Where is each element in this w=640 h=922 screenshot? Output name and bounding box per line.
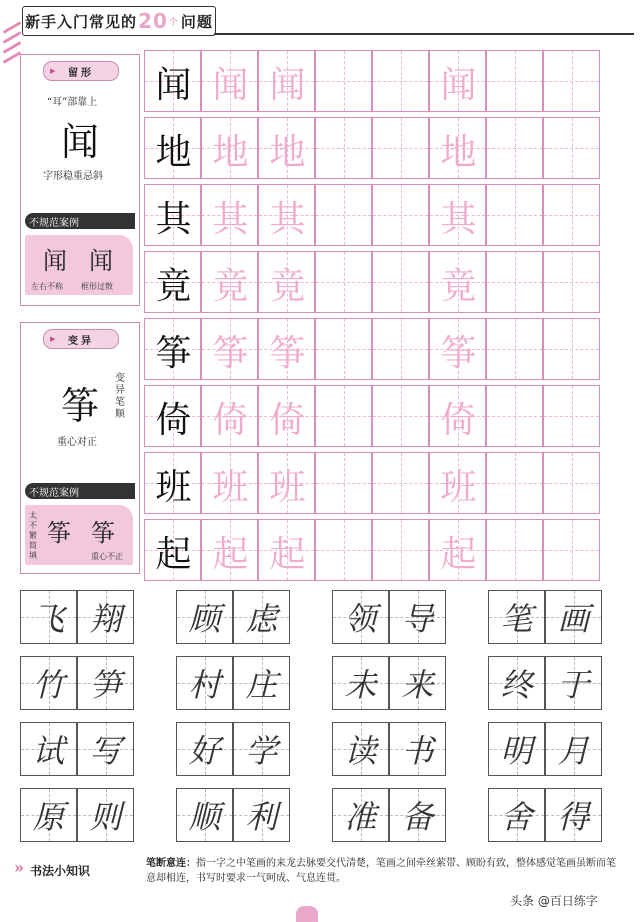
word-char: 庄 <box>245 666 278 704</box>
trace-char: 闻 <box>212 64 249 106</box>
word-char: 村 <box>188 666 221 704</box>
blank-cell <box>372 519 429 581</box>
word-char: 翔 <box>89 600 122 638</box>
word-char: 则 <box>89 798 122 836</box>
word-char: 好 <box>188 732 221 770</box>
word-char: 利 <box>245 798 278 836</box>
word-char: 学 <box>245 732 278 770</box>
word-pair <box>488 722 602 776</box>
trace-char: 筝 <box>212 332 249 374</box>
word-pair <box>488 656 602 710</box>
word-pair <box>488 590 602 644</box>
panel-note-top: “耳”部靠上 <box>47 97 98 108</box>
word-char: 书 <box>401 732 434 770</box>
page-header <box>0 0 640 40</box>
word-pair <box>332 656 446 710</box>
bad-example-note: 太不繁简填 <box>29 511 37 560</box>
blank-cell <box>543 519 600 581</box>
trace-cell <box>429 452 486 514</box>
blank-cell <box>486 184 543 246</box>
blank-cell <box>315 50 372 112</box>
trace-cell <box>429 318 486 380</box>
trace-char: 地 <box>212 131 249 173</box>
word-char: 舍 <box>500 798 533 836</box>
word-char: 竹 <box>32 666 65 704</box>
title-sub: 个 <box>168 17 179 28</box>
bad-example-box <box>25 505 133 565</box>
practice-row <box>144 519 600 581</box>
trace-cell <box>201 117 258 179</box>
trace-cell <box>201 184 258 246</box>
word-char: 未 <box>344 666 377 704</box>
watermark: 头条 @百日练字 <box>510 894 598 908</box>
blank-cell <box>372 251 429 313</box>
model-cell <box>144 251 201 313</box>
word-pair <box>20 590 134 644</box>
blank-cell <box>543 251 600 313</box>
trace-char: 倚 <box>212 399 249 441</box>
word-char: 飞 <box>32 600 65 638</box>
bad-example-label: 不规范案例 <box>25 213 135 229</box>
word-char: 明 <box>500 732 533 770</box>
blank-cell <box>372 318 429 380</box>
trace-char: 筝 <box>440 332 477 374</box>
title-number: 20 <box>138 9 168 33</box>
trace-char: 闻 <box>440 64 477 106</box>
word-char: 读 <box>344 732 377 770</box>
title-pre: 新手入门常见的 <box>25 12 138 31</box>
header-rule <box>214 33 634 35</box>
tip-text <box>146 856 616 886</box>
model-char: 竟 <box>155 265 192 307</box>
model-char: 地 <box>155 131 192 173</box>
trace-cell <box>201 251 258 313</box>
panel-tag: ▶ 留形 <box>43 61 119 81</box>
trace-char: 闻 <box>269 64 306 106</box>
trace-char: 竟 <box>269 265 306 307</box>
trace-cell <box>201 50 258 112</box>
bad-example-char: 筝 <box>47 519 71 547</box>
trace-cell <box>429 50 486 112</box>
blank-cell <box>315 318 372 380</box>
word-pair <box>20 656 134 710</box>
word-char: 来 <box>401 666 434 704</box>
practice-row <box>144 385 600 447</box>
word-char: 虑 <box>245 600 278 638</box>
bad-example-char: 闻 <box>43 247 67 275</box>
word-char: 试 <box>32 732 65 770</box>
word-char: 备 <box>401 798 434 836</box>
trace-cell <box>258 117 315 179</box>
word-char: 导 <box>401 600 434 638</box>
practice-row <box>144 117 600 179</box>
trace-char: 起 <box>269 533 306 575</box>
word-char: 笋 <box>89 666 122 704</box>
model-cell <box>144 117 201 179</box>
practice-row <box>144 251 600 313</box>
word-char: 准 <box>344 798 377 836</box>
trace-cell <box>258 385 315 447</box>
model-cell <box>144 50 201 112</box>
trace-cell <box>258 251 315 313</box>
page-number-tab <box>296 906 318 922</box>
word-char: 得 <box>557 798 590 836</box>
blank-cell <box>372 117 429 179</box>
practice-row <box>144 318 600 380</box>
bad-example-char: 筝 <box>91 519 115 547</box>
blank-cell <box>372 452 429 514</box>
blank-cell <box>372 385 429 447</box>
word-char: 于 <box>557 666 590 704</box>
word-char: 原 <box>32 798 65 836</box>
trace-char: 竟 <box>440 265 477 307</box>
bad-example-note: 左右不称 <box>31 282 63 291</box>
trace-char: 地 <box>440 131 477 173</box>
model-cell <box>144 184 201 246</box>
blank-cell <box>315 184 372 246</box>
word-pair <box>332 590 446 644</box>
blank-cell <box>315 385 372 447</box>
model-cell <box>144 385 201 447</box>
tip-term: 笔断意连： <box>146 858 196 869</box>
panel-example-char: 筝 <box>61 384 100 428</box>
blank-cell <box>315 452 372 514</box>
blank-cell <box>543 117 600 179</box>
trace-char: 地 <box>269 131 306 173</box>
word-char: 终 <box>500 666 533 704</box>
panel-side-note: 变异笔顺 <box>115 373 125 420</box>
blank-cell <box>372 184 429 246</box>
tip-body: 指一字之中笔画的来龙去脉要交代清楚，笔画之间牵丝萦带、顾盼有致，整体感觉笔画虽断而笔意却相连，书写时要求一气呵成、气息连贯。 <box>146 858 616 884</box>
trace-char: 班 <box>212 466 249 508</box>
tip-panel-shape <box>20 54 140 306</box>
blank-cell <box>486 251 543 313</box>
practice-row <box>144 50 600 112</box>
trace-char: 筝 <box>269 332 306 374</box>
trace-char: 竟 <box>212 265 249 307</box>
trace-char: 倚 <box>269 399 306 441</box>
blank-cell <box>543 385 600 447</box>
blank-cell <box>315 117 372 179</box>
practice-row <box>144 184 600 246</box>
trace-cell <box>258 452 315 514</box>
bad-example-label: 不规范案例 <box>25 483 135 499</box>
trace-cell <box>258 519 315 581</box>
word-pair <box>20 788 134 842</box>
trace-char: 倚 <box>440 399 477 441</box>
tip-panel-variant <box>20 322 140 574</box>
model-char: 闻 <box>155 64 192 106</box>
model-cell <box>144 452 201 514</box>
blank-cell <box>543 184 600 246</box>
blank-cell <box>315 251 372 313</box>
practice-row <box>144 452 600 514</box>
model-cell <box>144 318 201 380</box>
trace-cell <box>201 519 258 581</box>
title-post: 问题 <box>180 12 213 31</box>
panel-note-bottom: 字形稳重忌斜 <box>43 171 103 182</box>
blank-cell <box>543 50 600 112</box>
word-pair <box>332 722 446 776</box>
blank-cell <box>486 385 543 447</box>
trace-cell <box>201 452 258 514</box>
trace-cell <box>258 318 315 380</box>
word-char: 顾 <box>188 600 221 638</box>
trace-char: 其 <box>212 198 249 240</box>
word-char: 月 <box>557 732 590 770</box>
trace-char: 起 <box>440 533 477 575</box>
blank-cell <box>543 318 600 380</box>
model-char: 班 <box>155 466 192 508</box>
blank-cell <box>315 519 372 581</box>
blank-cell <box>486 50 543 112</box>
model-char: 起 <box>155 533 192 575</box>
blank-cell <box>486 452 543 514</box>
trace-cell <box>258 184 315 246</box>
blank-cell <box>543 452 600 514</box>
page-title <box>22 6 216 36</box>
blank-cell <box>486 519 543 581</box>
word-pair <box>176 656 290 710</box>
blank-cell <box>486 117 543 179</box>
bad-example-char: 闻 <box>89 247 113 275</box>
trace-cell <box>258 50 315 112</box>
word-char: 领 <box>344 600 377 638</box>
model-char: 其 <box>155 198 192 240</box>
word-char: 顺 <box>188 798 221 836</box>
word-pair <box>176 590 290 644</box>
trace-cell <box>429 385 486 447</box>
word-char: 写 <box>89 732 122 770</box>
word-char: 笔 <box>500 600 533 638</box>
word-pair <box>176 722 290 776</box>
word-pair <box>332 788 446 842</box>
panel-example-char: 闻 <box>61 120 100 164</box>
panel-note-bottom: 重心对正 <box>57 437 97 448</box>
word-char: 画 <box>557 600 590 638</box>
word-pair <box>176 788 290 842</box>
blank-cell <box>372 50 429 112</box>
trace-char: 其 <box>440 198 477 240</box>
trace-char: 起 <box>212 533 249 575</box>
trace-cell <box>201 318 258 380</box>
trace-cell <box>429 117 486 179</box>
word-pair <box>20 722 134 776</box>
tip-title: » 书法小知识 <box>30 862 90 879</box>
blank-cell <box>486 318 543 380</box>
bad-example-note: 重心不正 <box>91 552 123 561</box>
bad-example-note: 框形过散 <box>81 282 113 291</box>
panel-tag: ▶ 变异 <box>43 329 119 349</box>
bad-example-box <box>25 235 133 295</box>
trace-cell <box>429 519 486 581</box>
trace-cell <box>429 251 486 313</box>
word-pair <box>488 788 602 842</box>
trace-char: 班 <box>269 466 306 508</box>
trace-cell <box>429 184 486 246</box>
model-cell <box>144 519 201 581</box>
trace-char: 班 <box>440 466 477 508</box>
trace-char: 其 <box>269 198 306 240</box>
model-char: 筝 <box>155 332 192 374</box>
trace-cell <box>201 385 258 447</box>
model-char: 倚 <box>155 399 192 441</box>
binding-decoration <box>0 22 22 82</box>
